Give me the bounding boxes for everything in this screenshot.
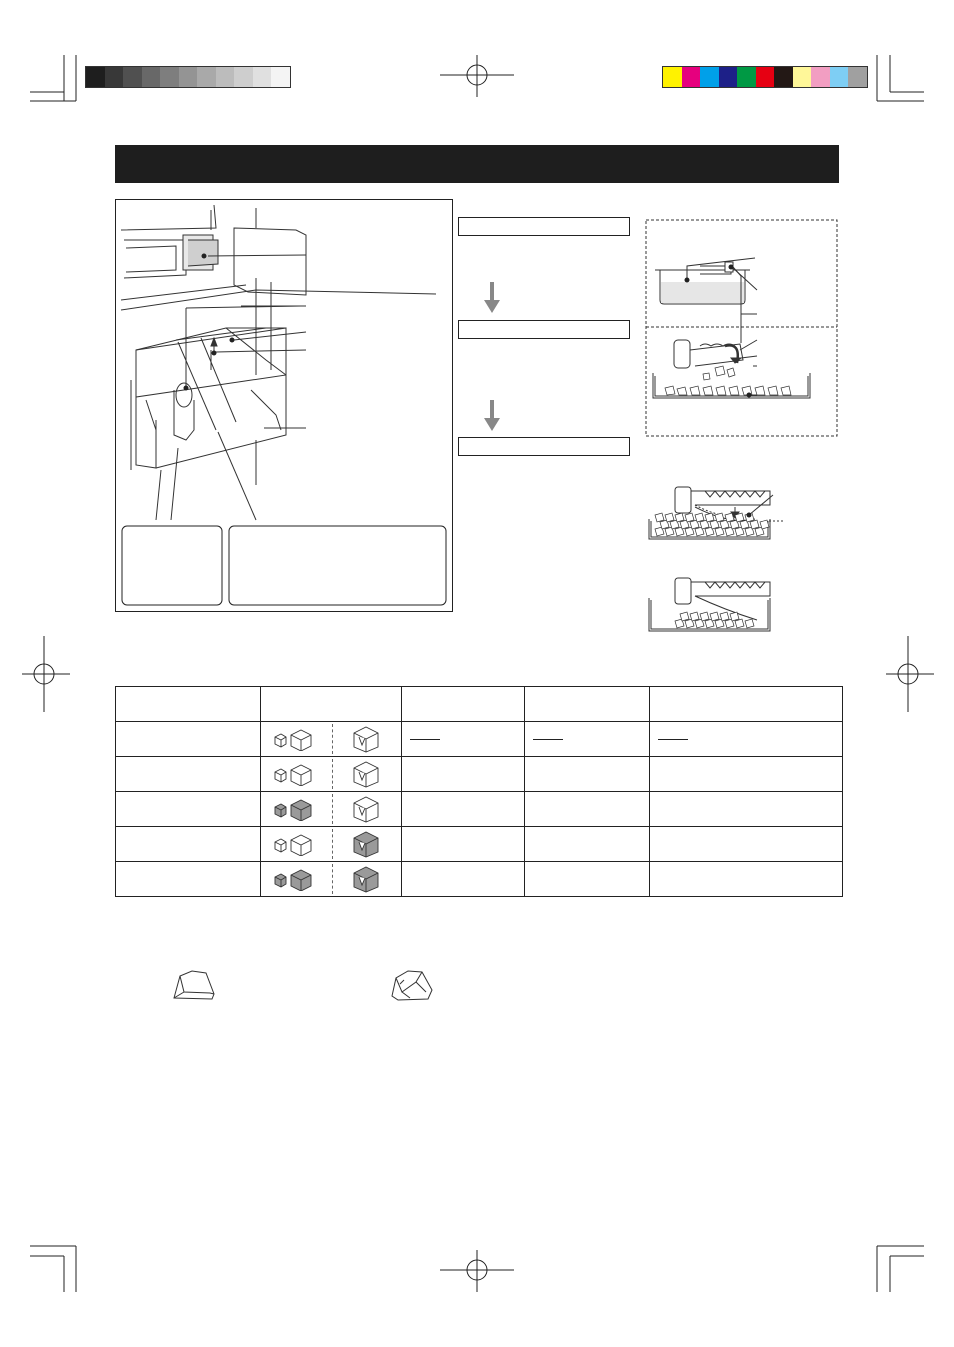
cube-divider: [332, 794, 333, 824]
registration-mark-icon: [22, 636, 72, 712]
table-cell: [401, 792, 525, 827]
ice-cube-mark: [680, 612, 689, 621]
ice-crushed-icon: [388, 968, 436, 1002]
down-arrow-icon: [482, 400, 502, 432]
color-swatch: [793, 67, 812, 87]
grey-swatch: [86, 67, 105, 87]
color-swatch: [682, 67, 701, 87]
table-cell: [650, 722, 843, 757]
table-row: [116, 722, 843, 757]
ice-cube-mark: [735, 513, 744, 522]
table-cell: [401, 827, 525, 862]
ice-cube-mark: [735, 619, 744, 628]
row-label: [116, 792, 261, 827]
row-label: [116, 722, 261, 757]
ice-cube-mark: [745, 619, 754, 628]
ice-cube-mark: [655, 513, 664, 522]
ice-cube-small-icon: [273, 867, 317, 891]
table-cell: [650, 862, 843, 897]
color-swatch: [848, 67, 867, 87]
table-cell: [525, 862, 650, 897]
table-cell: [525, 792, 650, 827]
section-title-bar: [115, 145, 839, 183]
color-swatch: [756, 67, 775, 87]
color-swatch: [811, 67, 830, 87]
ice-cube-mark: [690, 612, 699, 621]
grey-swatch: [271, 67, 290, 87]
ice-piece-icon: [170, 968, 218, 1002]
cube-cell: [260, 862, 401, 897]
registration-mark-icon: [440, 1250, 514, 1296]
step-box-2: [458, 320, 630, 339]
table-header: [260, 687, 401, 722]
ice-cube-small-icon: [273, 832, 317, 856]
grey-swatch: [253, 67, 272, 87]
table-cell: [401, 862, 525, 897]
table-cell: [525, 827, 650, 862]
cube-divider: [332, 829, 333, 859]
color-swatch: [700, 67, 719, 87]
color-swatch: [830, 67, 849, 87]
ice-cube-large-icon: [351, 795, 381, 823]
cube-cell: [260, 757, 401, 792]
ice-cube-mark: [665, 513, 674, 522]
ice-bin-full-diagram: [645, 485, 840, 545]
table-header: [116, 687, 261, 722]
ice-cube-mark: [695, 513, 704, 522]
ice-cube-mark: [760, 520, 769, 529]
ice-cube-mark: [710, 612, 719, 621]
step-label: [459, 222, 463, 234]
table-cell: [401, 757, 525, 792]
ice-cube-mark: [720, 612, 729, 621]
ice-cube-mark: [725, 513, 734, 522]
ice-cube-large-icon: [351, 760, 381, 788]
ice-cube-mark: [705, 513, 714, 522]
table-row: [116, 827, 843, 862]
cube-divider: [332, 759, 333, 789]
ice-maker-figure: [115, 199, 453, 612]
down-arrow-icon: [482, 282, 502, 314]
freezer-drawer-illustration: [116, 200, 452, 611]
table-row: [116, 757, 843, 792]
ice-cube-mark: [750, 520, 759, 529]
ice-cube-mark: [700, 612, 709, 621]
cube-divider: [332, 724, 333, 754]
table-row: [116, 792, 843, 827]
ice-status-table: [115, 686, 843, 897]
ice-cube-large-icon: [351, 865, 381, 893]
color-swatch: [719, 67, 738, 87]
ice-cube-large-icon: [351, 725, 381, 753]
cube-cell: [260, 827, 401, 862]
grey-swatch: [160, 67, 179, 87]
ice-bin-partial-diagram: [645, 576, 840, 636]
registration-mark-icon: [440, 55, 514, 101]
table-cell: [525, 757, 650, 792]
cube-cell: [260, 722, 401, 757]
grey-calibration-strip: [85, 66, 291, 88]
table-cell: [525, 722, 650, 757]
ice-cube-small-icon: [273, 727, 317, 751]
row-label: [116, 827, 261, 862]
ice-maker-process-diagram: [645, 218, 840, 440]
grey-swatch: [216, 67, 235, 87]
table-row: [116, 862, 843, 897]
grey-swatch: [179, 67, 198, 87]
grey-swatch: [234, 67, 253, 87]
table-header: [401, 687, 525, 722]
step-label: [459, 325, 463, 337]
cube-divider: [332, 864, 333, 894]
grey-swatch: [142, 67, 161, 87]
ice-cube-large-icon: [351, 830, 381, 858]
color-swatch: [774, 67, 793, 87]
table-cell: [650, 757, 843, 792]
color-swatch: [663, 67, 682, 87]
table-header: [525, 687, 650, 722]
step-label: [459, 442, 463, 454]
cube-cell: [260, 792, 401, 827]
table-cell: [401, 722, 525, 757]
ice-cube-small-icon: [273, 797, 317, 821]
row-label: [116, 757, 261, 792]
table-header-row: [116, 687, 843, 722]
table-cell: [650, 792, 843, 827]
table-header: [650, 687, 843, 722]
grey-swatch: [197, 67, 216, 87]
table-cell: [650, 827, 843, 862]
grey-swatch: [105, 67, 124, 87]
step-box-1: [458, 217, 630, 236]
registration-mark-icon: [884, 636, 934, 712]
ice-cube-mark: [715, 513, 724, 522]
color-swatch: [737, 67, 756, 87]
row-label: [116, 862, 261, 897]
ice-cube-mark: [730, 612, 739, 621]
color-calibration-strip: [662, 66, 868, 88]
grey-swatch: [123, 67, 142, 87]
step-box-3: [458, 437, 630, 456]
ice-cube-mark: [685, 513, 694, 522]
ice-cube-mark: [675, 513, 684, 522]
ice-cube-small-icon: [273, 762, 317, 786]
